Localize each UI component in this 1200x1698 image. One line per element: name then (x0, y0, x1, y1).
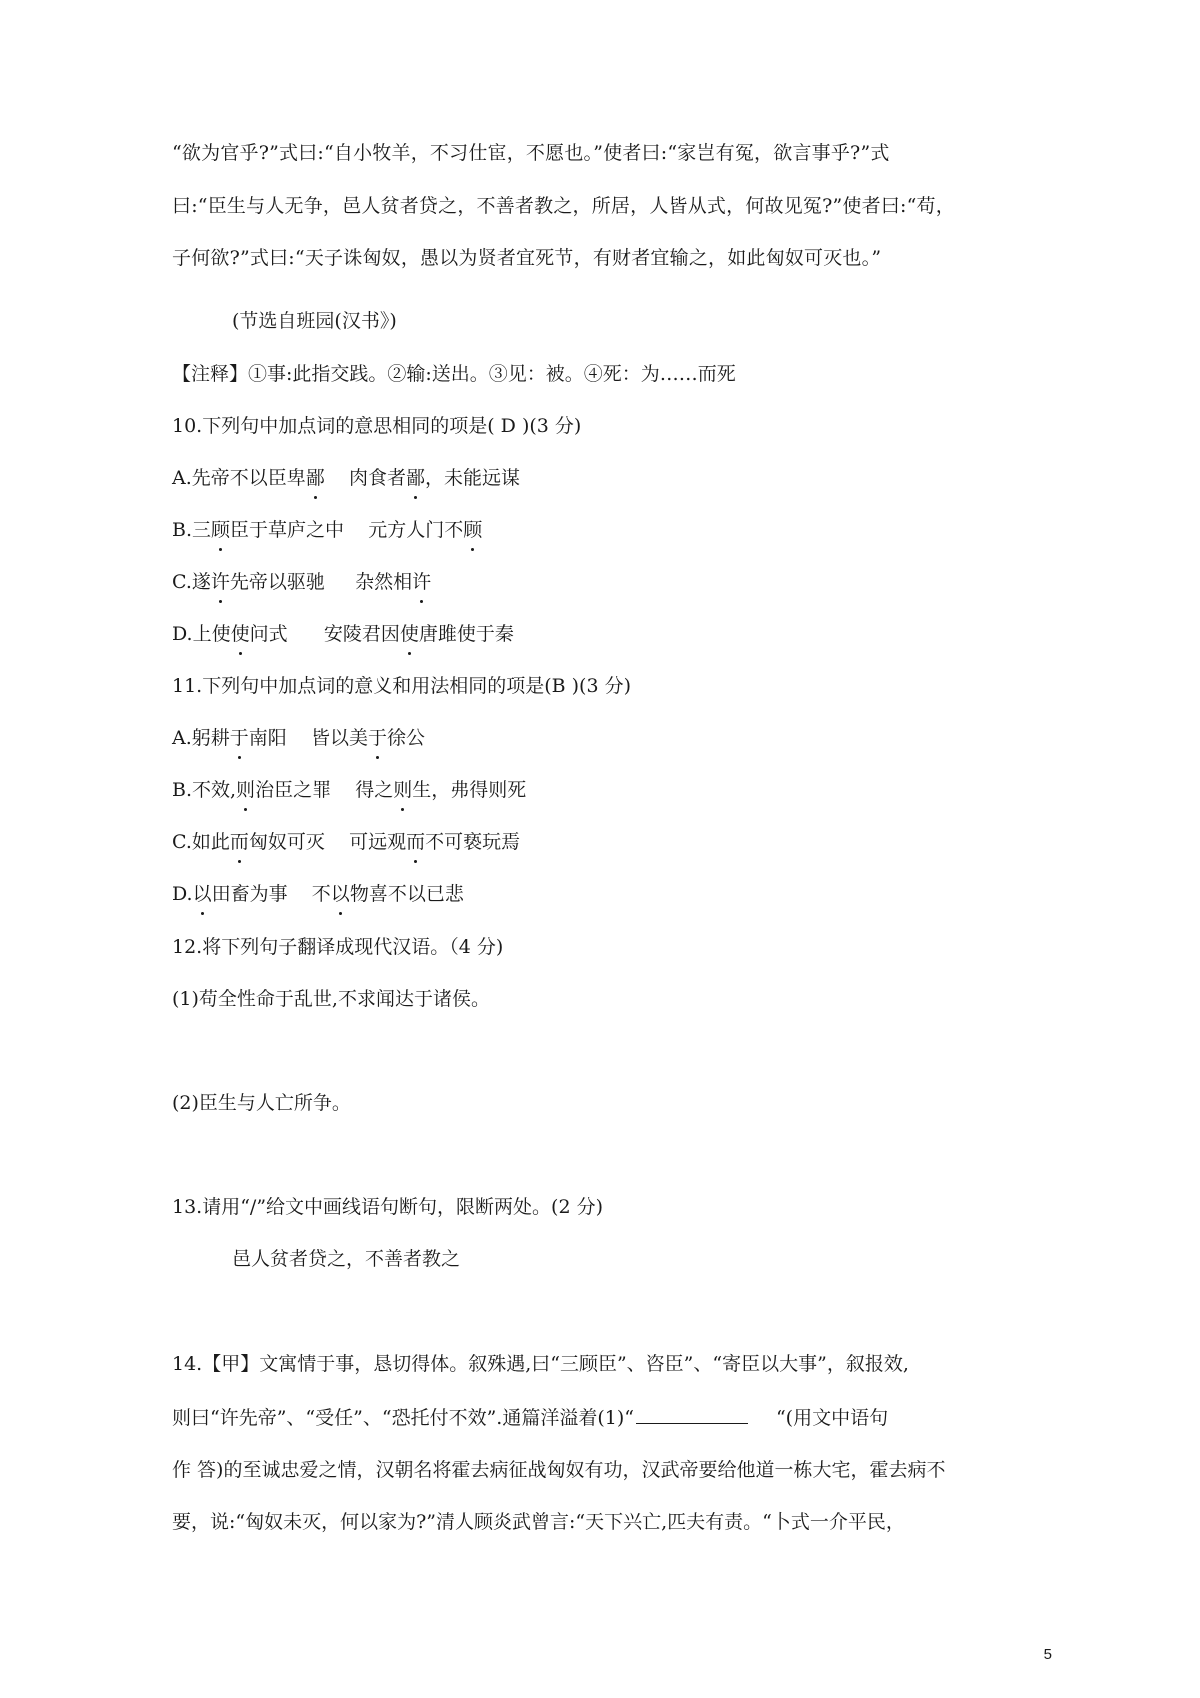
q11-b-dotted-word: 则 (393, 779, 413, 801)
q11-b-dotted-word: 则 (236, 779, 256, 801)
page-number: 5 (1043, 1646, 1052, 1663)
q11-c-dotted-word: 而 (229, 831, 249, 853)
passage-source: (节选自班园(汉书》) (232, 310, 397, 332)
q14-line-3: 作 答)的至诚忠爱之情，汉朝名将霍去病征战匈奴有功，汉武帝要给他道一栋大宅，霍去病不 (172, 1459, 946, 1481)
q10-d-text: D.上使 (172, 623, 231, 645)
q10-option-b (172, 518, 482, 542)
passage-line-3: 子何欲?”式曰:“天子诛匈奴，愚以为贤者宜死节，有财者宜输之，如此匈奴可灭也。” (172, 247, 882, 269)
q11-c-text: C.如此 (172, 831, 230, 853)
q12-sentence-2: (2)臣生与人亡所争。 (172, 1092, 351, 1114)
q14-line-2-text: “(用文中语句 (775, 1407, 889, 1429)
q10-c-text: 先帝以驱驰 杂然相 (229, 571, 413, 593)
q10-c-text: C.遂 (172, 571, 211, 593)
q11-d-text: 田畜为事 不 (211, 883, 331, 905)
passage-notes: 【注释】①事:此指交践。②输:送出。③见：被。④死：为……而死 (172, 363, 736, 385)
q10-b-text: B.三 (172, 519, 212, 541)
q12-sentence-1: (1)苟全性命于乱世,不求闻达于诸侯。 (172, 988, 490, 1010)
q14-line-1: 14.【甲】文寓情于事，恳切得体。叙殊遇,曰“三顾臣”、咨臣”、“寄臣以大事”，叙报效, (172, 1353, 909, 1375)
passage-line-2: 曰:“臣生与人无争，邑人贫者贷之，不善者教之，所居，人皆从式，何故见冤?”使者曰:“苟， (172, 195, 955, 217)
q11-a-text: 徐公 (386, 727, 425, 749)
q11-d-dotted-word: 以 (192, 883, 212, 905)
q11-b-text: 治臣之罪 得之 (255, 779, 394, 801)
q11-c-dotted-word: 而 (406, 831, 426, 853)
q10-d-text: 问式 安陵君因 (249, 623, 400, 645)
q11-d-text: D. (172, 883, 193, 905)
q10-d-dotted-word: 使 (230, 623, 250, 645)
q10-b-dotted-word: 顾 (211, 519, 231, 541)
q10-option-a (172, 466, 520, 490)
q10-a-dotted-word: 鄙 (405, 467, 425, 489)
q11-option-a (172, 726, 425, 750)
q11-a-dotted-word: 于 (367, 727, 387, 749)
q11-option-b (172, 778, 526, 802)
q10-a-text: A.先帝不以臣卑 (172, 467, 306, 489)
q10-option-c (172, 570, 431, 594)
q10-stem: 10.下列句中加点词的意思相同的项是( D )(3 分) (172, 415, 582, 437)
q11-a-text: 南阳 皆以美 (248, 727, 368, 749)
q11-stem: 11.下列句中加点词的意义和用法相同的项是(B )(3 分) (172, 675, 631, 697)
q13-stem: 13.请用“/”给文中画线语句断句，限断两处。(2 分) (172, 1196, 603, 1218)
q10-a-text: ，未能远谋 (424, 467, 520, 489)
q10-c-dotted-word: 许 (210, 571, 230, 593)
q10-option-d (172, 622, 514, 646)
q14-line-4: 要，说:“匈奴未灭，何以家为?”清人顾炎武曾言:“天下兴亡,匹夫有责。“卜式一介平民， (172, 1511, 905, 1533)
q11-b-text: 生，弗得则死 (412, 779, 527, 801)
q10-a-text: 肉食者 (324, 467, 406, 489)
q11-d-text: 物喜不以已悲 (349, 883, 464, 905)
q10-d-text: 唐雎使于秦 (418, 623, 514, 645)
q11-c-text: 不可亵玩焉 (425, 831, 521, 853)
q13-sentence: 邑人贫者贷之，不善者教之 (232, 1248, 461, 1270)
q11-b-text: B.不效, (172, 779, 237, 801)
q10-c-dotted-word: 许 (412, 571, 432, 593)
q10-b-text: 臣于草庐之中 元方人门不 (230, 519, 464, 541)
q14-line-2-text: 则曰“许先帝”、“受任”、“恐托付不效”.通篇洋溢着(1)“ (172, 1407, 634, 1429)
passage-line-1: “欲为官乎?”式曰:“自小牧羊，不习仕宦，不愿也。”使者曰:“家岂有冤，欲言事乎?”式 (172, 142, 890, 164)
q11-option-d (172, 882, 464, 906)
q11-option-c (172, 830, 520, 854)
q11-a-text: A.躬耕 (172, 727, 230, 749)
answer-blank[interactable] (636, 1405, 748, 1424)
q11-c-text: 匈奴可灭 可远观 (248, 831, 407, 853)
q11-a-dotted-word: 于 (229, 727, 249, 749)
q10-b-dotted-word: 顾 (463, 519, 483, 541)
q10-d-dotted-word: 使 (399, 623, 419, 645)
q12-stem: 12.将下列句子翻译成现代汉语。（4 分) (172, 936, 504, 958)
q10-a-dotted-word: 鄙 (305, 467, 325, 489)
q11-d-dotted-word: 以 (330, 883, 350, 905)
q14-line-2 (172, 1405, 888, 1430)
